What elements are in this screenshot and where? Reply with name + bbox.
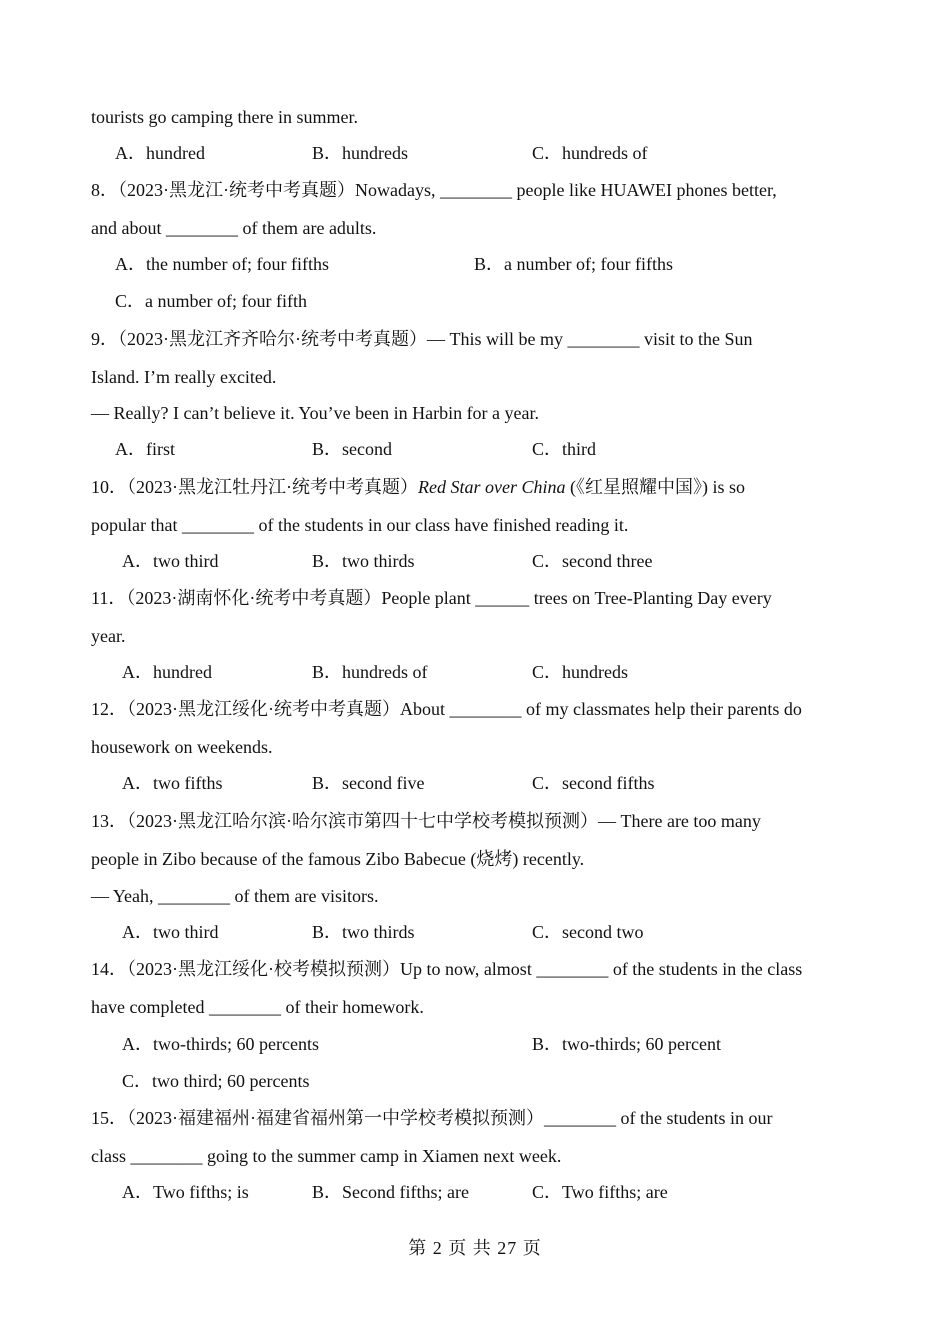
page-number-footer: 第 2 页 共 27 页 xyxy=(408,1238,542,1258)
question-text-line: and about ________ of them are adults. xyxy=(91,218,377,238)
question-text-line: Island. I’m really excited. xyxy=(91,367,277,387)
answer-options xyxy=(0,921,950,943)
option-c: C．two third; 60 percents xyxy=(122,1071,310,1091)
answer-options xyxy=(0,290,950,312)
option-a: A．hundred xyxy=(122,662,212,682)
option-b: B．two thirds xyxy=(312,922,415,942)
question-text-line: — Really? I can’t believe it. You’ve been in Harbin for a year. xyxy=(91,403,540,423)
question-text-line: tourists go camping there in summer. xyxy=(91,107,358,127)
question-text-line: class ________ going to the summer camp in Xiamen next week. xyxy=(91,1146,562,1166)
option-b: B．second xyxy=(312,439,392,459)
option-a: A．hundred xyxy=(115,143,205,163)
question-text-line: housework on weekends. xyxy=(91,737,273,757)
option-c: C．second two xyxy=(532,922,644,942)
question-8: 8．（2023·黑龙江·统考中考真题）Nowadays, ________ people like HUAWEI phones better, xyxy=(91,180,777,200)
option-c: C．second fifths xyxy=(532,773,655,793)
option-a: A．two third xyxy=(122,922,219,942)
question-text: (《红星照耀中国》) is so xyxy=(565,477,745,497)
answer-options xyxy=(0,253,950,275)
option-b: B．two thirds xyxy=(312,551,415,571)
question-text-line: popular that ________ of the students in our class have finished reading it. xyxy=(91,515,629,535)
question-11: 11．（2023·湖南怀化·统考中考真题）People plant ______ trees on Tree-Planting Day every xyxy=(91,588,772,608)
answer-options xyxy=(0,772,950,794)
answer-options xyxy=(0,550,950,572)
option-a: A．two fifths xyxy=(122,773,223,793)
option-b: B．hundreds of xyxy=(312,662,428,682)
question-14: 14．（2023·黑龙江绥化·校考模拟预测）Up to now, almost ________ of the students in the class xyxy=(91,959,803,979)
question-10 xyxy=(91,476,745,498)
answer-options xyxy=(0,142,950,164)
book-title: Red Star over China xyxy=(418,477,566,497)
question-text-line: year. xyxy=(91,626,126,646)
option-c: C．Two fifths; are xyxy=(532,1182,668,1202)
option-c: C．hundreds xyxy=(532,662,628,682)
option-b: B．two-thirds; 60 percent xyxy=(532,1034,721,1054)
question-13: 13．（2023·黑龙江哈尔滨·哈尔滨市第四十七中学校考模拟预测）— There are too many xyxy=(91,811,761,831)
option-b: B．second five xyxy=(312,773,425,793)
question-9: 9．（2023·黑龙江齐齐哈尔·统考中考真题）— This will be my ________ visit to the Sun xyxy=(91,329,753,349)
option-b: B．Second fifths; are xyxy=(312,1182,469,1202)
question-text-line: have completed ________ of their homework. xyxy=(91,997,424,1017)
option-c: C．second three xyxy=(532,551,653,571)
option-a: A．the number of; four fifths xyxy=(115,254,329,274)
answer-options xyxy=(0,1181,950,1203)
question-text-line: people in Zibo because of the famous Zibo Babecue (烧烤) recently. xyxy=(91,849,585,869)
option-c: C．hundreds of xyxy=(532,143,648,163)
option-a: A．two third xyxy=(122,551,219,571)
option-a: A．Two fifths; is xyxy=(122,1182,249,1202)
option-b: B．a number of; four fifths xyxy=(474,254,673,274)
question-text-line: — Yeah, ________ of them are visitors. xyxy=(91,886,379,906)
question-source: 10．（2023·黑龙江牡丹江·统考中考真题） xyxy=(91,477,418,497)
option-a: A．two-thirds; 60 percents xyxy=(122,1034,319,1054)
answer-options xyxy=(0,661,950,683)
option-c: C．third xyxy=(532,439,597,459)
answer-options xyxy=(0,1070,950,1092)
option-a: A．first xyxy=(115,439,175,459)
question-12: 12．（2023·黑龙江绥化·统考中考真题）About ________ of my classmates help their parents do xyxy=(91,699,802,719)
option-c: C．a number of; four fifth xyxy=(115,291,307,311)
question-15: 15．（2023·福建福州·福建省福州第一中学校考模拟预测）________ of the students in our xyxy=(91,1108,773,1128)
answer-options xyxy=(0,438,950,460)
answer-options xyxy=(0,1033,950,1055)
option-b: B．hundreds xyxy=(312,143,408,163)
